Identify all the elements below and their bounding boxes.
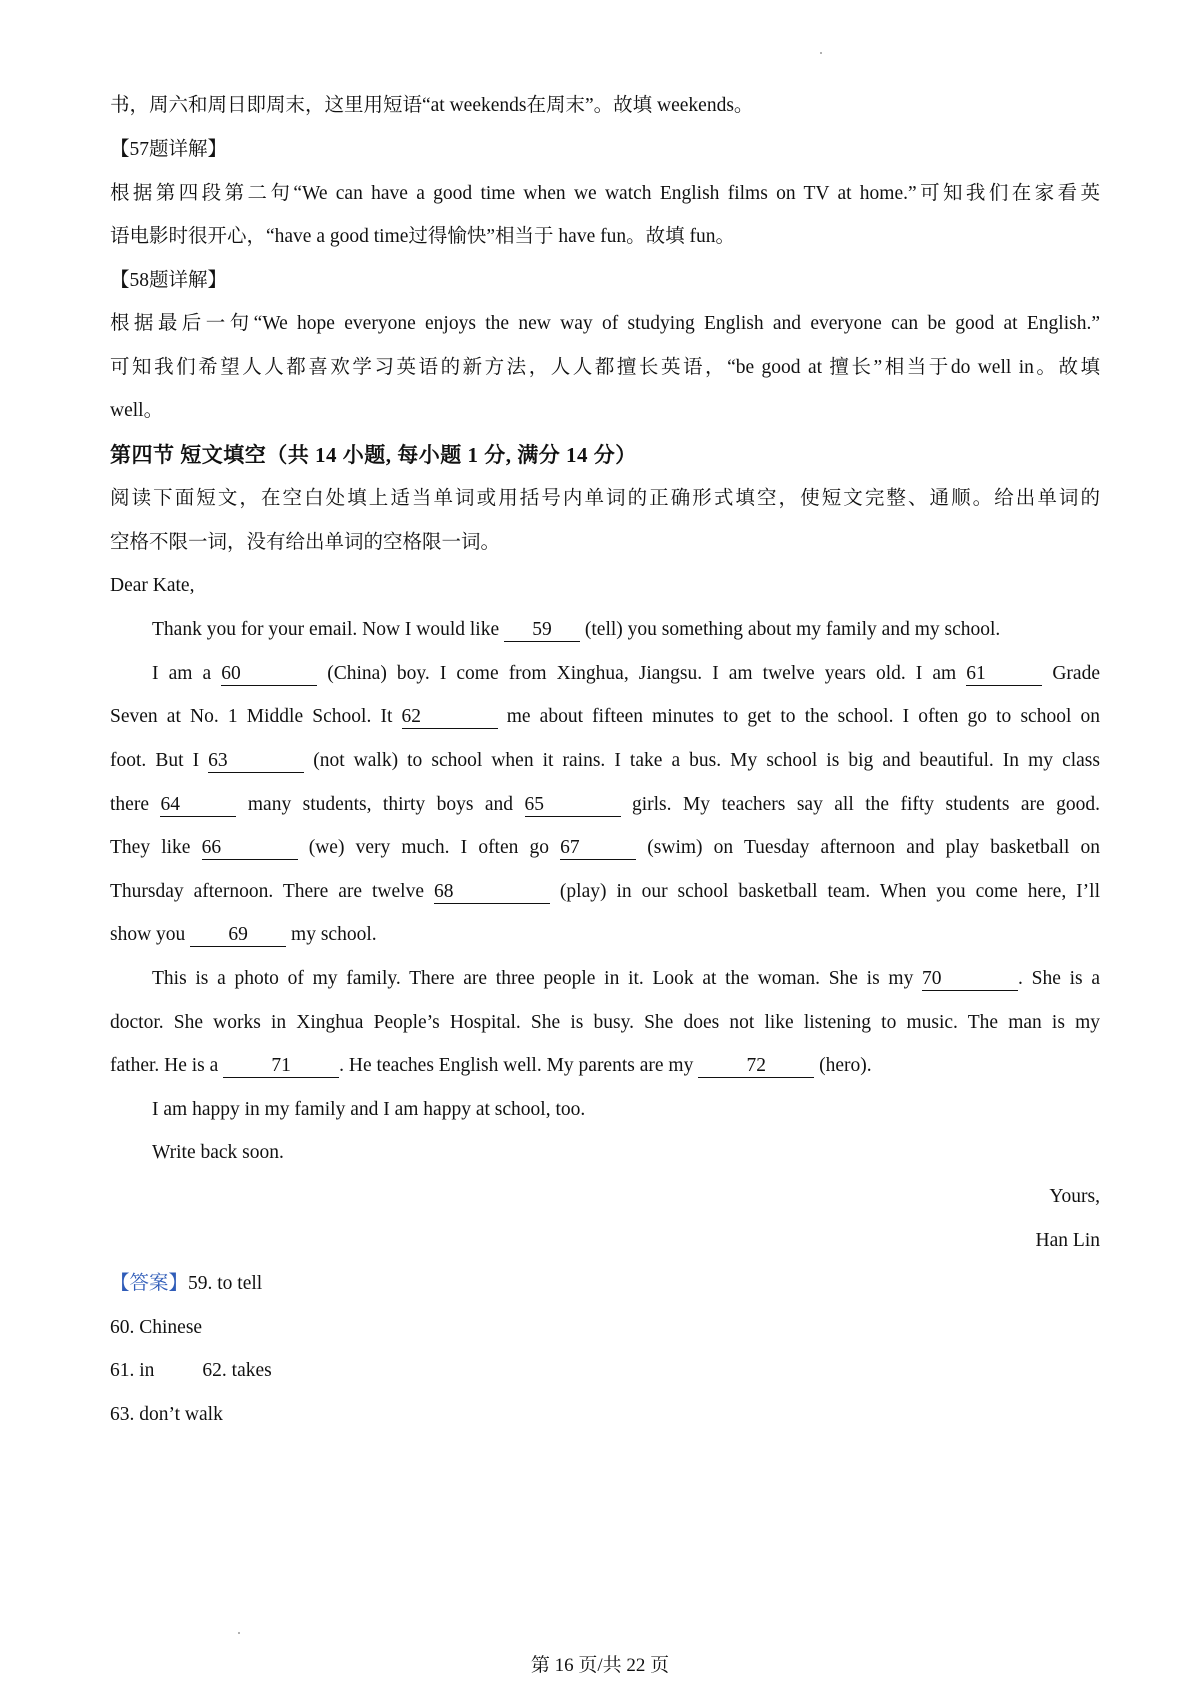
text-segment: there [110,794,161,815]
text-segment: (China) boy. I come from Xinghua, Jiangsu. I am twelve years old. I am [317,663,967,684]
text-segment: Thursday afternoon. There are twelve [110,881,434,902]
letter-line-4 [110,747,1100,775]
answer-line-3 [110,1357,272,1385]
letter-line-2 [152,660,1100,688]
answer-59: 59. to tell [188,1273,263,1294]
letter-line-8 [110,921,377,949]
letter-line-10: doctor. She works in Xinghua People’s Hospital. She is busy. She does not like listening to music. The man is my [110,1012,1100,1033]
letter-line-12: I am happy in my family and I am happy at school, too. [152,1099,586,1120]
letter-line-1 [152,616,1000,644]
section-instruction-1: 阅读下面短文，在空白处填上适当单词或用括号内单词的正确形式填空，使短文完整、通顺。给出单词的 [110,488,1100,509]
answer-62: 62. takes [202,1360,272,1381]
answer-60: 60. Chinese [110,1317,203,1338]
q58-title: 【58题详解】 [110,270,228,291]
blank-60: 60 [221,663,317,686]
q58-line-3: well。 [110,400,164,421]
blank-66: 66 [202,837,298,860]
blank-67: 67 [560,837,636,860]
letter-line-7 [110,878,1100,906]
section-heading: 第四节 短文填空（共 14 小题, 每小题 1 分, 满分 14 分） [110,443,637,467]
explanation-q56-tail: 书，周六和周日即周末，这里用短语“at weekends在周末”。故填 weekends。 [110,95,754,116]
page-footer: 第 16 页/共 22 页 [530,1655,670,1676]
answer-line-1 [110,1270,262,1298]
text-segment: . She is a [1018,968,1100,989]
text-segment: Grade [1042,663,1100,684]
blank-62: 62 [402,706,498,729]
q58-line-1: 根据最后一句“We hope everyone enjoys the new way of studying English and everyone can be good at English.” [110,313,1100,334]
text-segment: Thank you for your email. Now I would like [152,619,505,640]
text-segment: This is a photo of my family. There are three people in it. Look at the woman. She is my [152,968,923,989]
blank-72: 72 [698,1055,814,1078]
letter-line-9 [152,965,1100,993]
text-segment: (not walk) to school when it rains. I take a bus. My school is big and beautiful. In my class [304,750,1100,771]
text-segment: (play) in our school basketball team. When you come here, I’ll [549,881,1100,902]
q57-line-2: 语电影时很开心，“have a good time过得愉快”相当于 have fun。故填 fun。 [110,226,735,247]
blank-71: 71 [223,1055,339,1078]
text-segment: (we) very much. I often go [297,837,561,858]
blank-69: 69 [190,924,286,947]
letter-line-11 [110,1052,872,1080]
text-segment: Seven at No. 1 Middle School. It [110,706,402,727]
q57-line-1: 根据第四段第二句“We can have a good time when we watch English films on TV at home.”可知我们在家看英 [110,183,1100,204]
blank-63: 63 [208,750,304,773]
letter-closing: Yours, [1049,1186,1100,1207]
text-segment: foot. But I [110,750,209,771]
text-segment: . He teaches English well. My parents are my [339,1055,699,1076]
answer-61: 61. in [110,1360,155,1381]
text-segment: (tell) you something about my family and my school. [580,619,1001,640]
text-segment: father. He is a [110,1055,224,1076]
text-segment: show you [110,924,191,945]
section-instruction-2: 空格不限一词，没有给出单词的空格限一词。 [110,532,501,553]
letter-line-3 [110,703,1100,731]
text-segment: me about fifteen minutes to get to the school. I often go to school on [497,706,1101,727]
blank-68: 68 [434,881,550,904]
letter-line-6 [110,834,1100,862]
scan-dot [820,52,822,54]
answer-63: 63. don’t walk [110,1404,223,1425]
letter-line-5 [110,791,1100,819]
blank-61: 61 [966,663,1042,686]
text-segment: my school. [286,924,377,945]
blank-70: 70 [922,968,1018,991]
blank-59: 59 [504,619,580,642]
q58-line-2: 可知我们希望人人都喜欢学习英语的新方法，人人都擅长英语，“be good at 擅长”相当于do well in。故填 [110,357,1100,378]
letter-greeting: Dear Kate, [110,575,195,596]
text-segment: I am a [152,663,222,684]
text-segment: many students, thirty boys and [236,794,525,815]
answer-tag: 【答案】 [110,1273,189,1294]
letter-signature: Han Lin [1035,1230,1100,1251]
blank-65: 65 [525,794,621,817]
letter-line-13: Write back soon. [152,1142,284,1163]
scan-dot [238,1632,240,1634]
text-segment: (hero). [814,1055,872,1076]
q57-title: 【57题详解】 [110,139,228,160]
blank-64: 64 [160,794,236,817]
text-segment: They like [110,837,202,858]
text-segment: (swim) on Tuesday afternoon and play basketball on [636,837,1100,858]
text-segment: girls. My teachers say all the fifty students are good. [620,794,1101,815]
